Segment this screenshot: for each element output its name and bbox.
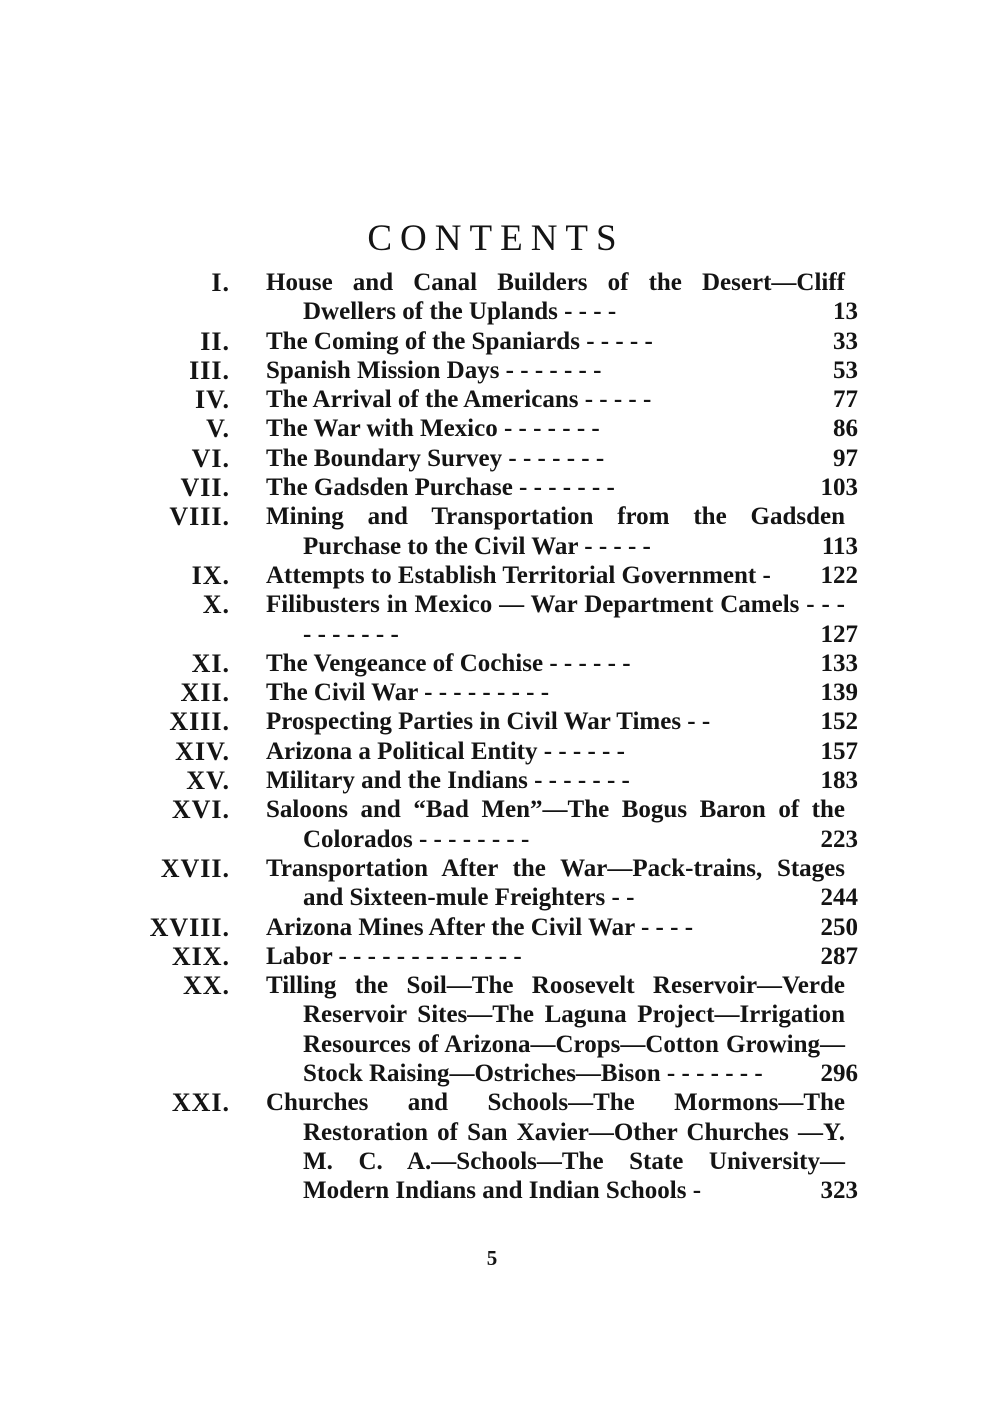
- page-number: 5: [486, 1246, 498, 1270]
- page-title: CONTENTS: [367, 217, 625, 259]
- toc-entry-11: [0, 649, 1000, 678]
- chapter-title: The Arrival of the Americans - - - - -: [266, 386, 652, 414]
- toc-entry-18: [0, 913, 1000, 942]
- chapter-numeral: XV.: [186, 766, 230, 796]
- chapter-title: House and Canal Builders of the Desert—Cliff Dwellers of the Uplands - - - -: [266, 269, 845, 326]
- chapter-numeral: III.: [189, 355, 230, 385]
- chapter-numeral: XXI.: [171, 1088, 230, 1118]
- chapter-numeral: XVI.: [171, 795, 230, 825]
- chapter-title: Mining and Transportation from the Gadsden Purchase to the Civil War - - - - -: [266, 503, 845, 560]
- chapter-numeral: VI.: [191, 443, 230, 473]
- chapter-page: 103: [820, 474, 858, 502]
- toc-entry-2: [0, 327, 1000, 356]
- chapter-page: 157: [820, 737, 858, 765]
- chapter-page: 127: [820, 620, 858, 648]
- chapter-numeral: VII.: [180, 473, 230, 503]
- chapter-title: Transportation After the War—Pack-trains, Stages and Sixteen-mule Freighters - -: [266, 854, 845, 912]
- chapter-page: 133: [820, 649, 858, 677]
- table-of-contents: [0, 268, 1000, 1206]
- toc-entry-8: [0, 502, 1000, 561]
- chapter-title: Military and the Indians - - - - - - -: [266, 767, 630, 795]
- chapter-page: 53: [833, 356, 858, 384]
- chapter-page: 77: [833, 386, 858, 414]
- chapter-title: The Vengeance of Cochise - - - - - -: [266, 649, 631, 677]
- chapter-page: 287: [820, 942, 858, 970]
- chapter-page: 183: [820, 767, 858, 795]
- chapter-numeral: VIII.: [169, 502, 230, 532]
- toc-entry-9: [0, 561, 1000, 590]
- chapter-page: 250: [820, 913, 858, 941]
- chapter-title: The War with Mexico - - - - - - -: [266, 415, 600, 443]
- toc-entry-6: [0, 444, 1000, 473]
- chapter-numeral: XVII.: [160, 853, 230, 883]
- chapter-page: 86: [833, 415, 858, 443]
- chapter-numeral: IX.: [191, 560, 230, 590]
- chapter-page: 223: [820, 825, 858, 853]
- chapter-title: Tilling the Soil—The Roosevelt Reservoir—Verde Reservoir Sites—The Laguna Project—Irrigation Resources of Arizona—Crops—Cotton Growing—Stock Raising—Ostriches—Bison - - - - - - -: [266, 972, 845, 1088]
- chapter-numeral: I.: [211, 268, 230, 297]
- chapter-title: Arizona a Political Entity - - - - - -: [266, 737, 625, 765]
- chapter-numeral: XII.: [180, 678, 230, 708]
- chapter-title: Churches and Schools—The Mormons—The Restoration of San Xavier—Other Churches —Y. M. C. A.—Schools—The State University—Modern Indians and Indian Schools -: [266, 1089, 845, 1205]
- toc-entry-20: [0, 971, 1000, 1088]
- chapter-title: Prospecting Parties in Civil War Times - -: [266, 708, 711, 736]
- chapter-title: Labor - - - - - - - - - - - - -: [266, 942, 522, 970]
- chapter-page: 139: [820, 679, 858, 707]
- chapter-page: 152: [820, 708, 858, 736]
- chapter-numeral: XIX.: [171, 941, 230, 971]
- chapter-title: The Boundary Survey - - - - - - -: [266, 444, 605, 472]
- chapter-numeral: IV.: [194, 385, 230, 415]
- toc-entry-19: [0, 942, 1000, 971]
- chapter-numeral: XIII.: [169, 707, 230, 737]
- toc-entry-1: [0, 268, 1000, 327]
- chapter-numeral: II.: [200, 326, 230, 356]
- toc-entry-3: [0, 356, 1000, 385]
- chapter-numeral: XIV.: [175, 736, 230, 766]
- chapter-title: Attempts to Establish Territorial Government -: [266, 561, 771, 589]
- chapter-page: 244: [820, 884, 858, 912]
- chapter-title: The Gadsden Purchase - - - - - - -: [266, 474, 615, 502]
- toc-entry-14: [0, 737, 1000, 766]
- toc-entry-12: [0, 678, 1000, 707]
- chapter-title: The Coming of the Spaniards - - - - -: [266, 327, 653, 355]
- chapter-page: 33: [833, 327, 858, 355]
- chapter-title: Saloons and “Bad Men”—The Bogus Baron of the Colorados - - - - - - - -: [266, 796, 845, 853]
- chapter-page: 296: [820, 1060, 858, 1088]
- chapter-numeral: XX.: [182, 971, 230, 1001]
- chapter-page: 122: [820, 561, 858, 589]
- chapter-numeral: V.: [206, 414, 230, 444]
- chapter-numeral: XVIII.: [149, 912, 230, 942]
- toc-entry-7: [0, 473, 1000, 502]
- chapter-numeral: XI.: [191, 648, 230, 678]
- toc-entry-13: [0, 707, 1000, 736]
- toc-entry-21: [0, 1088, 1000, 1205]
- toc-entry-5: [0, 414, 1000, 443]
- chapter-page: 323: [820, 1177, 858, 1205]
- chapter-title: The Civil War - - - - - - - - -: [266, 679, 550, 707]
- chapter-page: 113: [821, 532, 858, 560]
- chapter-title: Spanish Mission Days - - - - - - -: [266, 356, 602, 384]
- chapter-numeral: X.: [202, 590, 230, 620]
- chapter-page: 97: [833, 444, 858, 472]
- chapter-title: Arizona Mines After the Civil War - - - -: [266, 913, 694, 941]
- toc-entry-10: [0, 590, 1000, 649]
- toc-entry-16: [0, 795, 1000, 854]
- chapter-title: Filibusters in Mexico — War Department Camels - - - - - - - - - -: [266, 591, 845, 648]
- toc-entry-4: [0, 385, 1000, 414]
- toc-entry-15: [0, 766, 1000, 795]
- toc-entry-17: [0, 854, 1000, 913]
- chapter-page: 13: [833, 298, 858, 326]
